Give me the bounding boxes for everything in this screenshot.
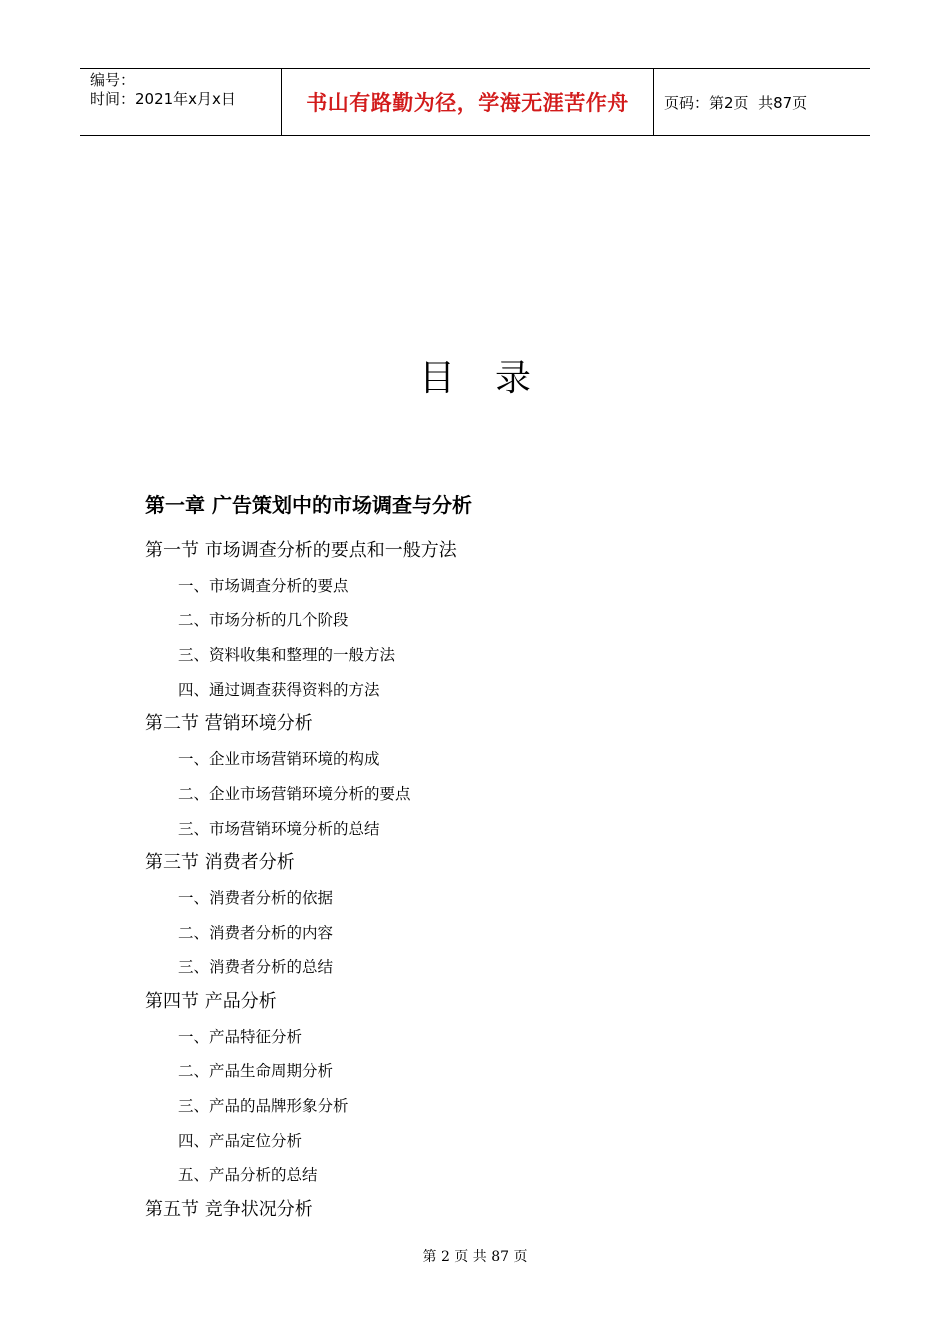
page-header [80, 68, 870, 136]
toc-item: 五、产品分析的总结 [178, 1166, 318, 1185]
toc-title: 目录 [418, 358, 571, 399]
toc-item: 三、消费者分析的总结 [178, 958, 334, 977]
table-of-contents [145, 486, 845, 1228]
toc-section: 第三节 消费者分析 [145, 852, 295, 874]
toc-item: 四、通过调查获得资料的方法 [178, 680, 380, 699]
toc-item: 四、产品定位分析 [178, 1131, 303, 1150]
toc-item: 一、消费者分析的依据 [178, 888, 334, 907]
header-motto-text: 书山有路勤为径，学海无涯苦作舟 [306, 91, 629, 115]
toc-item: 二、企业市场营销环境分析的要点 [178, 784, 411, 803]
toc-item: 二、产品生命周期分析 [178, 1062, 334, 1081]
header-motto [282, 69, 654, 135]
toc-item: 一、市场调查分析的要点 [178, 576, 349, 595]
toc-section: 第二节 营销环境分析 [145, 713, 313, 735]
toc-item: 二、消费者分析的内容 [178, 923, 334, 942]
toc-item: 二、市场分析的几个阶段 [178, 611, 349, 630]
page-footer: 第 2 页 共 87 页 [422, 1249, 528, 1265]
toc-section: 第五节 竞争状况分析 [145, 1199, 313, 1221]
toc-item: 一、企业市场营销环境的构成 [178, 750, 380, 769]
toc-section: 第一节 市场调查分析的要点和一般方法 [145, 540, 457, 561]
toc-item: 三、资料收集和整理的一般方法 [178, 646, 396, 665]
toc-chapter-heading: 第一章 广告策划中的市场调查与分析 [145, 493, 472, 517]
toc-item: 一、产品特征分析 [178, 1027, 303, 1046]
toc-entries [145, 534, 845, 1228]
toc-item: 三、市场营销环境分析的总结 [178, 819, 380, 838]
header-meta [80, 69, 282, 135]
toc-section: 第四节 产品分析 [145, 990, 277, 1012]
toc-item: 三、产品的品牌形象分析 [178, 1097, 349, 1115]
header-page-label: 页码：第2页 共87页 [664, 93, 808, 112]
header-time-label: 时间：2021年x月x日 [90, 90, 236, 108]
header-number-label: 编号： [90, 71, 136, 89]
header-page-info [654, 69, 870, 135]
